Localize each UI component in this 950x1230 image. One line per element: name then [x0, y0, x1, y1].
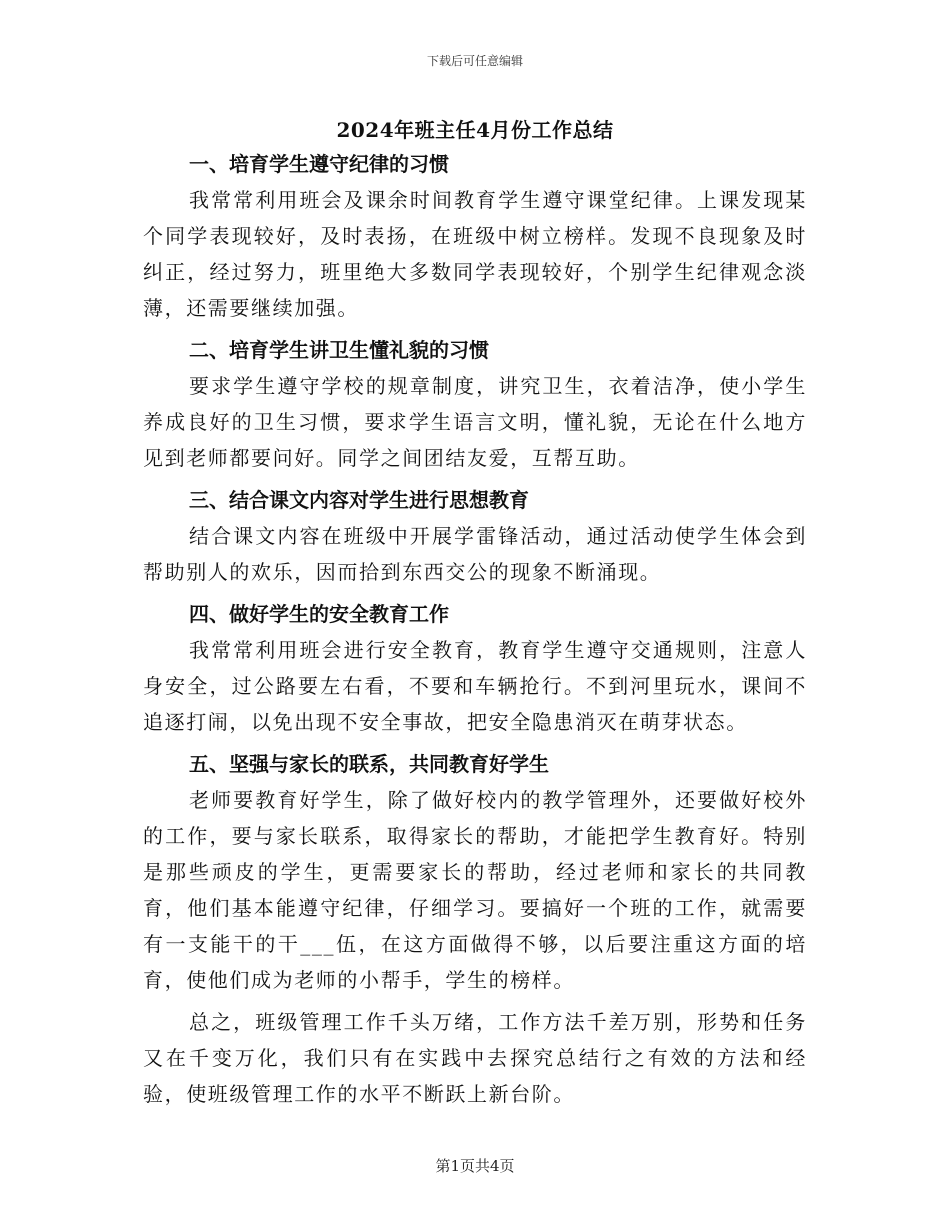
- section-heading: 五、坚强与家长的联系，共同教育好学生: [189, 752, 549, 776]
- section-heading: 三、结合课文内容对学生进行思想教育: [189, 488, 529, 512]
- document-title: 2024年班主任4月份工作总结: [336, 118, 614, 142]
- section-5: [143, 746, 807, 998]
- section-heading: 二、培育学生讲卫生懂礼貌的习惯: [189, 338, 489, 362]
- section-heading: 四、做好学生的安全教育工作: [189, 602, 449, 626]
- section-paragraph: 老师要教育好学生，除了做好校内的教学管理外，还要做好校外的工作，要与家长联系，取得家长的帮助，才能把学生教育好。特别是那些顽皮的学生，更需要家长的帮助，经过老师和家长的共同教育，他们基本能遵守纪律，仔细学习。要搞好一个班的工作，就需要有一支能干的干___伍，在这方面做得不够，以后要注重这方面的培育，使他们成为老师的小帮手，学生的榜样。: [143, 788, 807, 992]
- document-body: [143, 146, 807, 1112]
- section-paragraph: 结合课文内容在班级中开展学雷锋活动，通过活动使学生体会到帮助别人的欢乐，因而拾到东西交公的现象不断涌现。: [143, 524, 807, 584]
- section-paragraph: 我常常利用班会及课余时间教育学生遵守课堂纪律。上课发现某个同学表现较好，及时表扬，在班级中树立榜样。发现不良现象及时纠正，经过努力，班里绝大多数同学表现较好，个别学生纪律观念淡薄，还需要继续加强。: [143, 188, 807, 320]
- section-2: [143, 332, 807, 476]
- section-4: [143, 596, 807, 740]
- section-paragraph: 要求学生遵守学校的规章制度，讲究卫生，衣着洁净，使小学生养成良好的卫生习惯，要求学生语言文明，懂礼貌，无论在什么地方见到老师都要问好。同学之间团结友爱，互帮互助。: [143, 374, 807, 470]
- section-paragraph: 我常常利用班会进行安全教育，教育学生遵守交通规则，注意人身安全，过公路要左右看，不要和车辆抢行。不到河里玩水，课间不追逐打闹，以免出现不安全事故，把安全隐患消灭在萌芽状态。: [143, 638, 807, 734]
- page-number: 第1页共4页: [435, 1157, 515, 1175]
- page-header-note: 下载后可任意编辑: [426, 54, 523, 68]
- section-heading: 一、培育学生遵守纪律的习惯: [189, 152, 449, 176]
- section-3: [143, 482, 807, 590]
- conclusion-paragraph: 总之，班级管理工作千头万绪，工作方法千差万别，形势和任务又在千变万化，我们只有在实践中去探究总结行之有效的方法和经验，使班级管理工作的水平不断跃上新台阶。: [143, 1010, 807, 1106]
- section-1: [143, 146, 807, 326]
